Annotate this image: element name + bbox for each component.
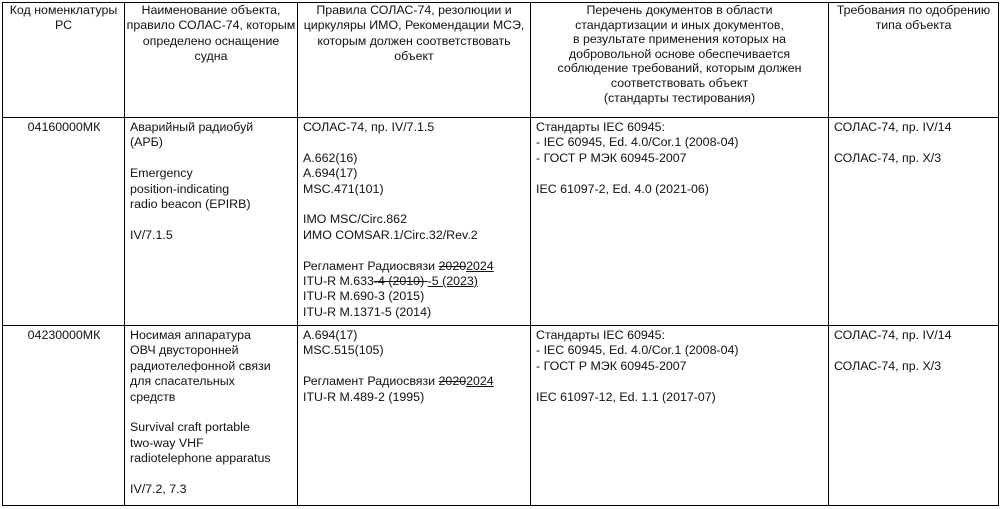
reg-resolution: A.662(16) [303,150,358,165]
name-ru-line: Аварийный радиобуй [130,120,254,134]
reg-resolution: A.694(17) [303,166,358,181]
table-row [3,326,999,506]
equipment-requirements-table [2,2,999,506]
header-standards-line: Перечень документов в области [586,3,773,17]
name-ru-line: ОВЧ двусторонней [130,343,239,358]
header-type-approval: Требования по одобрению типа объекта [829,3,999,118]
header-standards-line: (стандарты тестирования) [603,90,756,105]
reg-resolution: A.694(17) [303,328,358,342]
inserted-text: 2024 [466,374,494,389]
cell-regulations [298,326,531,506]
name-rule: IV/7.2, 7.3 [130,482,187,497]
std-title: Стандарты IEC 60945: [536,120,665,134]
cell-standards [531,118,829,326]
spacer [130,467,293,482]
itu-prefix: ITU-R M.633 [303,274,374,289]
header-standards-line: соблюдение требований, которым должен [557,61,802,76]
radio-label: Регламент Радиосвязи [303,374,439,389]
cell-type-approval [829,118,999,326]
reg-itu: ITU-R M.489-2 (1995) [303,389,425,404]
header-regulations: Правила СОЛАС-74, резолюции и циркуляры ИМО, Рекомендации МСЭ, которым должен соответствовать объект [298,3,531,118]
name-ru-line: для спасательных [130,374,235,389]
cell-type-approval [829,326,999,506]
deleted-text: 2020 [438,258,467,273]
header-object-name: Наименование объекта, правило СОЛАС-74, которым определено оснащение судна [125,3,298,118]
radio-label: Регламент Радиосвязи [303,258,439,273]
spacer [536,166,824,181]
std-item: - ГОСТ Р МЭК 60945-2007 [536,358,687,373]
reg-circular: ИМО COMSAR.1/Circ.32/Rev.2 [303,227,478,242]
reg-itu [303,274,526,289]
approval-item: СОЛАС-74, пр. X/3 [834,358,942,373]
name-ru-line: радиотелефонной связи [130,358,271,373]
name-ru-line: (АРБ) [130,135,163,150]
approval-item: СОЛАС-74, пр. IV/14 [834,328,952,342]
cell-object-name [125,118,298,326]
std-extra: IEC 61097-12, Ed. 1.1 (2017-07) [536,389,716,404]
nomenclature-code: 04160000МК [27,120,101,134]
reg-resolution: MSC.515(105) [303,343,384,358]
header-code: Код номенклатуры РС [3,3,125,118]
inserted-text: -5 (2023) [427,274,478,289]
approval-item: СОЛАС-74, пр. X/3 [834,150,942,165]
cell-code [3,118,125,326]
cell-object-name [125,326,298,506]
cell-regulations [298,118,531,326]
reg-itu: ITU-R M.1371-5 (2014) [303,304,432,319]
header-row [3,3,999,118]
spacer [303,197,526,212]
spacer [130,151,293,166]
name-en-line: radio beacon (EPIRB) [130,197,251,212]
reg-radio-regulations [303,259,526,274]
spacer [130,212,293,227]
header-standards-line: в результате применения которых на [572,32,787,47]
reg-circular: IMO MSC/Circ.862 [303,212,407,227]
name-en-line: position-indicating [130,181,230,196]
header-standards [531,3,829,118]
name-en-line: Survival craft portable [130,420,250,435]
reg-solas: СОЛАС-74, пр. IV/7.1.5 [303,120,435,134]
approval-item: СОЛАС-74, пр. IV/14 [834,120,952,134]
name-en-line: Emergency [130,166,193,181]
name-ru-line: средств [130,389,176,404]
header-standards-line: соответствовать объект [610,75,749,90]
deleted-text: 2020 [438,374,467,389]
std-item: - ГОСТ Р МЭК 60945-2007 [536,150,687,165]
header-standards-line: стандартизации и иных документов, [575,17,784,32]
cell-code [3,326,125,506]
std-item: - IEC 60945, Ed. 4.0/Cor.1 (2008-04) [536,343,739,358]
inserted-text: 2024 [466,258,494,273]
header-standards-line: добровольной основе обеспечивается [568,46,791,61]
table-row [3,118,999,326]
spacer [834,135,994,150]
deleted-text: -4 (2010) [373,274,428,289]
reg-radio-regulations [303,374,526,389]
nomenclature-code: 04230000МК [27,328,101,342]
std-title: Стандарты IEC 60945: [536,328,665,342]
spacer [536,374,824,389]
std-item: - IEC 60945, Ed. 4.0/Cor.1 (2008-04) [536,135,739,150]
name-en-line: two-way VHF [130,435,204,450]
name-en-line: radiotelephone apparatus [130,451,271,466]
spacer [303,135,526,150]
reg-resolution: MSC.471(101) [303,181,384,196]
name-rule: IV/7.1.5 [130,227,173,242]
reg-itu: ITU-R M.690-3 (2015) [303,289,425,304]
spacer [303,359,526,374]
name-ru-line: Носимая аппаратура [130,328,251,342]
std-extra: IEC 61097-2, Ed. 4.0 (2021-06) [536,181,709,196]
spacer [130,405,293,420]
spacer [834,343,994,358]
spacer [303,243,526,258]
cell-standards [531,326,829,506]
